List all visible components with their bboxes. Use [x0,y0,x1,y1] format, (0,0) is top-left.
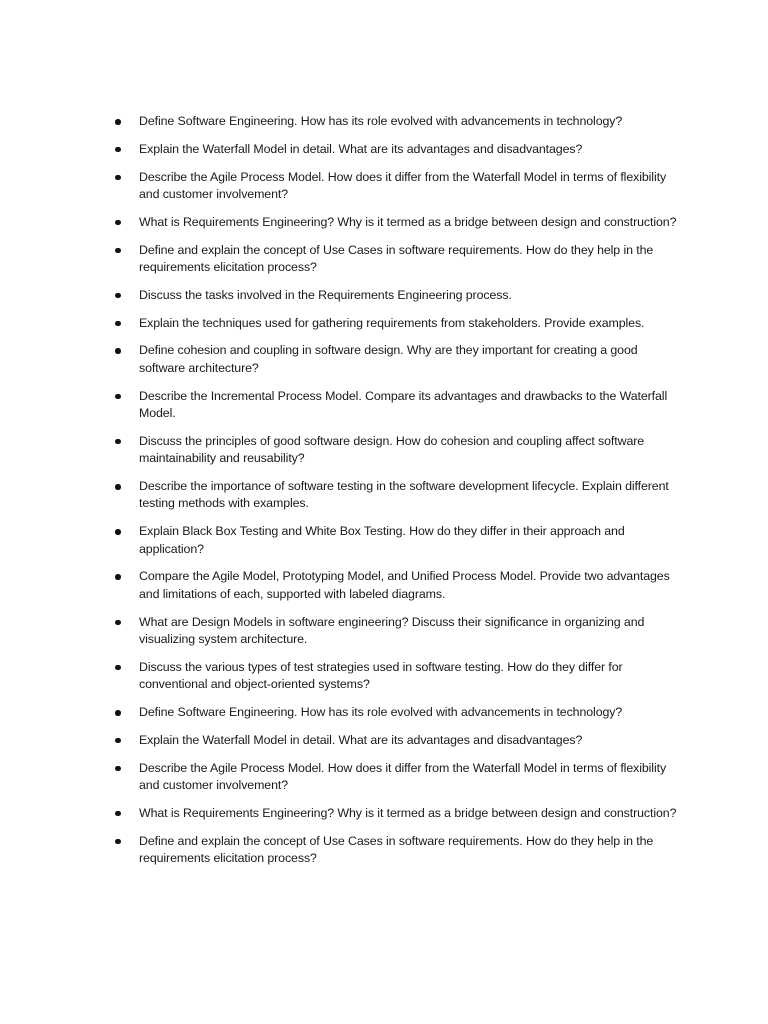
bullet-icon [115,710,121,716]
bullet-icon [115,147,121,153]
question-text: Define cohesion and coupling in software design. Why are they important for creating a good software architecture? [139,343,638,375]
bullet-icon [115,811,121,817]
question-text: Describe the Agile Process Model. How does it differ from the Waterfall Model in terms of flexibility and customer involvement? [139,760,667,793]
question-text: Define Software Engineering. How has its role evolved with advancements in technology? [139,114,623,128]
bullet-icon [115,175,121,181]
question-text: Define Software Engineering. How has its role evolved with advancements in technology? [139,705,623,720]
list-item [112,523,682,558]
bullet-icon [115,394,121,400]
bullet-icon [115,348,121,354]
list-item [112,704,682,721]
question-text: What is Requirements Engineering? Why is it termed as a bridge between design and construction? [139,805,677,820]
list-item [112,242,682,277]
bullet-icon [115,665,121,671]
list-item [112,568,682,603]
bullet-icon [115,439,121,445]
list-item [112,214,682,231]
question-text: Explain the Waterfall Model in detail. What are its advantages and disadvantages? [139,141,583,156]
question-text: Describe the importance of software testing in the software development lifecycle. Explain different testing methods with examples. [139,479,669,511]
question-text: What is Requirements Engineering? Why is it termed as a bridge between design and construction? [139,214,677,229]
bullet-icon [115,529,121,535]
question-text: Describe the Incremental Process Model. Compare its advantages and drawbacks to the Waterfall Model. [139,388,668,420]
question-text: Define and explain the concept of Use Cases in software requirements. How do they help in the requirements elicitation process? [139,242,654,274]
question-text: Discuss the tasks involved in the Requirements Engineering process. [139,287,512,302]
question-text: Compare the Agile Model, Prototyping Model, and Unified Process Model. Provide two advantages and limitations of each, supported with labeled diagrams. [139,569,670,601]
list-item [112,287,682,304]
list-item [112,169,682,204]
bullet-icon [115,248,121,254]
list-item [112,732,682,749]
bullet-icon [115,738,121,744]
list-item [112,833,682,868]
question-text: Define and explain the concept of Use Cases in software requirements. How do they help in the requirements elicitation process? [139,833,654,866]
bullet-icon [115,119,121,125]
list-item [112,614,682,649]
question-list [112,113,682,878]
question-text: Discuss the principles of good software design. How do cohesion and coupling affect software maintainability and reusability? [139,433,645,466]
list-item [112,388,682,423]
bullet-icon [115,574,121,580]
bullet-icon [115,321,121,327]
question-text: Explain the techniques used for gathering requirements from stakeholders. Provide examples. [139,315,645,330]
list-item [112,805,682,822]
question-text: What are Design Models in software engineering? Discuss their significance in organizing and visualizing system architecture. [139,614,645,647]
bullet-icon [115,484,121,490]
question-text: Explain Black Box Testing and White Box Testing. How do they differ in their approach and application? [139,524,625,556]
list-item [112,760,682,795]
list-item [112,342,682,377]
list-item [112,315,682,332]
list-item [112,478,682,513]
question-text: Describe the Agile Process Model. How does it differ from the Waterfall Model in terms of flexibility and customer involvement? [139,169,667,201]
bullet-icon [115,839,121,845]
bullet-icon [115,293,121,299]
list-item [112,141,682,158]
list-item [112,113,682,130]
list-item [112,433,682,468]
question-text: Explain the Waterfall Model in detail. What are its advantages and disadvantages? [139,732,583,747]
question-text: Discuss the various types of test strategies used in software testing. How do they differ for conventional and object-oriented systems? [139,659,623,692]
bullet-icon [115,766,121,772]
bullet-icon [115,620,121,626]
bullet-icon [115,220,121,226]
list-item [112,659,682,694]
